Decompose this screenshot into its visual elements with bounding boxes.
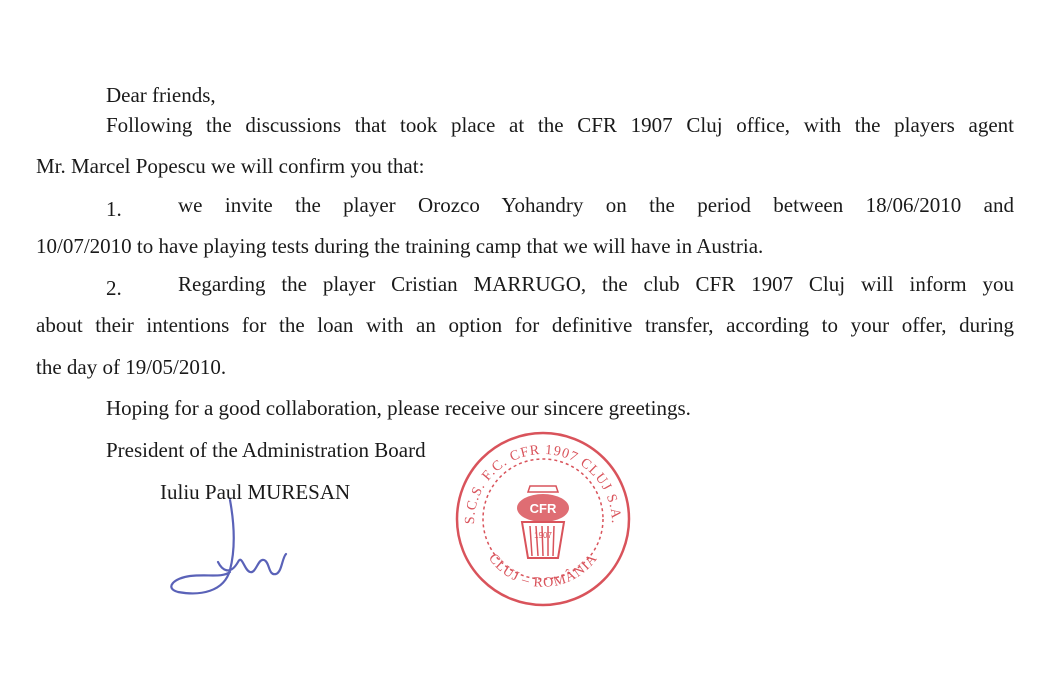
stamp-bottom-text: CLUJ – ROMÂNIA [485,551,601,592]
signatory-title: President of the Administration Board [106,438,426,462]
stamp-emblem-icon [517,486,569,558]
item-1-line-2: 10/07/2010 to have playing tests during the training camp that we will have in Austria. [36,234,764,258]
signatory-name: Iuliu Paul MURESAN [160,480,351,504]
item-2-line-3: the day of 19/05/2010. [36,355,227,379]
intro-line-2: Mr. Marcel Popescu we will confirm you that: [36,154,425,178]
item-1-line-1: we invite the player Orozco Yohandry on the period between 18/06/2010 and [178,193,1014,217]
handwritten-signature [160,492,290,604]
item-2-line-2: about their intentions for the loan with an option for definitive transfer, according to your offer, during [36,313,1014,337]
item-1-number: 1. [106,197,122,221]
closing-line: Hoping for a good collaboration, please receive our sincere greetings. [106,396,691,420]
stamp-top-text: S.C.S. F.C. CFR 1907 CLUJ S.A. [462,442,624,525]
item-2-number: 2. [106,276,122,300]
item-2-line-1: Regarding the player Cristian MARRUGO, the club CFR 1907 Cluj will inform you [178,272,1014,296]
salutation: Dear friends, [106,83,216,107]
stamp-emblem-year: 1907 [534,531,552,540]
intro-line-1: Following the discussions that took place at the CFR 1907 Cluj office, with the players agent [106,113,1014,137]
stamp-emblem-text: CFR [529,501,557,516]
club-stamp [452,428,634,610]
